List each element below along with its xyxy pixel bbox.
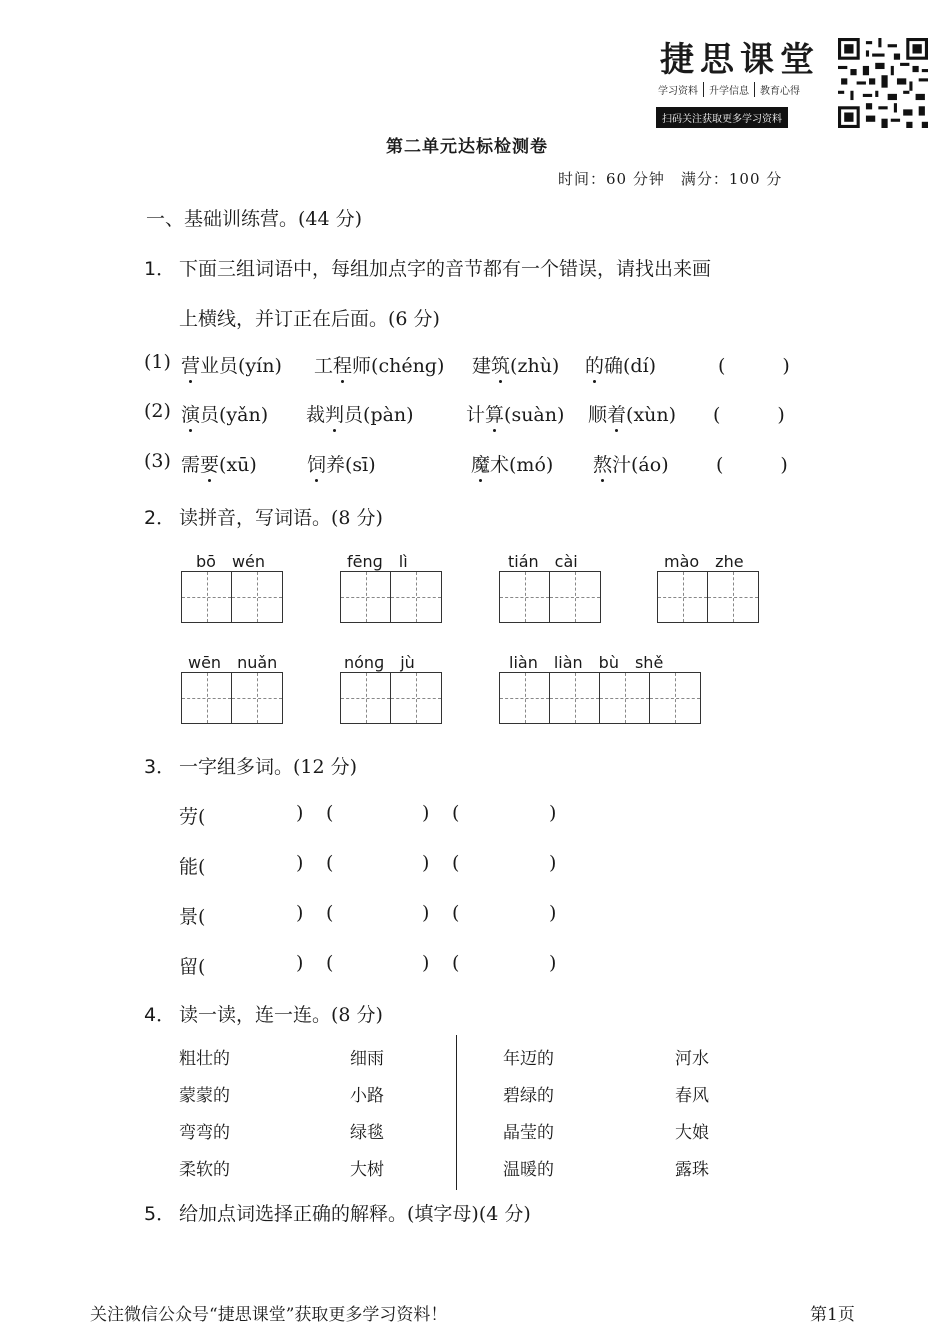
word-item: 的确(dí) — [585, 355, 657, 377]
logo-tag: 教育心得 — [754, 82, 805, 97]
question-text: 给加点词选择正确的解释。(填字母)(4 分) — [179, 1203, 531, 1225]
match-item[interactable]: 柔软的 — [179, 1160, 230, 1180]
char-row: 能( — [179, 856, 206, 878]
answer-blank[interactable]: ( — [452, 952, 460, 974]
pinyin-label: tián cài — [508, 552, 578, 571]
question-text: 一字组多词。(12 分) — [179, 756, 358, 778]
word-item: 魔术(mó) — [471, 454, 554, 476]
pinyin-label: nónɡ jù — [344, 653, 415, 672]
word-item: 顺着(xùn) — [588, 404, 677, 426]
pinyin-label: mào zhe — [664, 552, 744, 571]
word-item: 工程师(chénɡ) — [314, 355, 445, 377]
answer-blank[interactable]: ( — [452, 852, 460, 874]
question-number: 2． — [144, 507, 176, 529]
question-text: 下面三组词语中，每组加点字的音节都有一个错误，请找出来画 — [179, 258, 712, 280]
dotted-char: 的 — [585, 355, 605, 377]
section-heading: 一、基础训练营。(44 分) — [146, 208, 363, 230]
target-char: 景 — [179, 906, 199, 928]
row-number: (3) — [144, 450, 171, 472]
exam-meta: 时间：60 分钟 满分：100 分 — [558, 170, 783, 188]
answer-blank[interactable]: ( — [452, 802, 460, 824]
word-item: 演员(yǎn) — [181, 404, 269, 426]
writing-grid[interactable] — [499, 571, 601, 623]
match-item[interactable]: 大树 — [350, 1160, 384, 1180]
match-item[interactable]: 晶莹的 — [503, 1123, 554, 1143]
pinyin-label: wēn nuǎn — [188, 653, 278, 672]
page-title: 第二单元达标检测卷 — [386, 137, 548, 157]
page-number: 第1页 — [810, 1305, 855, 1325]
logo-tag: 升学信息 — [703, 82, 754, 97]
dotted-char: 判 — [325, 404, 345, 426]
answer-blank[interactable]: ) — [422, 802, 430, 824]
answer-blank[interactable]: ( ) — [716, 454, 788, 476]
dotted-char: 营 — [181, 355, 201, 377]
answer-blank[interactable]: ) — [296, 902, 304, 924]
pinyin-label: liàn liàn bù shě — [509, 653, 664, 672]
answer-blank[interactable]: ) — [422, 852, 430, 874]
match-item[interactable]: 年迈的 — [503, 1049, 554, 1069]
match-item[interactable]: 碧绿的 — [503, 1086, 554, 1106]
answer-blank[interactable]: ) — [549, 952, 557, 974]
answer-blank[interactable]: ) — [549, 852, 557, 874]
match-item[interactable]: 细雨 — [350, 1049, 384, 1069]
answer-blank[interactable]: ( ) — [713, 404, 785, 426]
pinyin-label: bō wén — [196, 552, 266, 571]
target-char: 劳 — [179, 806, 199, 828]
match-item[interactable]: 河水 — [675, 1049, 709, 1069]
writing-grid[interactable] — [499, 672, 701, 724]
logo-tags — [658, 82, 805, 97]
match-item[interactable]: 小路 — [350, 1086, 384, 1106]
target-char: 能 — [179, 856, 199, 878]
word-item: 建筑(zhù) — [472, 355, 560, 377]
word-item: 营业员(yín) — [181, 355, 282, 377]
dotted-char: 饲 — [307, 454, 327, 476]
match-item[interactable]: 春风 — [675, 1086, 709, 1106]
writing-grid[interactable] — [181, 672, 283, 724]
answer-blank[interactable]: ) — [422, 952, 430, 974]
match-item[interactable]: 大娘 — [675, 1123, 709, 1143]
qr-code-icon[interactable] — [838, 38, 928, 128]
question-text: 读一读，连一连。(8 分) — [179, 1004, 383, 1026]
dotted-char: 魔 — [471, 454, 491, 476]
dotted-char: 算 — [485, 404, 505, 426]
writing-grid[interactable] — [657, 571, 759, 623]
writing-grid[interactable] — [340, 672, 442, 724]
logo-tag: 学习资料 — [658, 86, 698, 97]
match-item[interactable]: 露珠 — [675, 1160, 709, 1180]
char-row: 劳( — [179, 806, 206, 828]
dotted-char: 着 — [607, 404, 627, 426]
question-number: 4． — [144, 1004, 176, 1026]
answer-blank[interactable]: ) — [422, 902, 430, 924]
answer-blank[interactable]: ( — [326, 952, 334, 974]
logo-banner: 扫码关注获取更多学习资料 — [656, 107, 788, 128]
char-row: 景( — [179, 906, 206, 928]
answer-blank[interactable]: ( — [326, 852, 334, 874]
answer-blank[interactable]: ) — [296, 802, 304, 824]
answer-blank[interactable]: ( — [452, 902, 460, 924]
match-item[interactable]: 蒙蒙的 — [179, 1086, 230, 1106]
answer-blank[interactable]: ) — [549, 902, 557, 924]
question-number: 5． — [144, 1203, 176, 1225]
match-item[interactable]: 绿毯 — [350, 1123, 384, 1143]
match-item[interactable]: 温暖的 — [503, 1160, 554, 1180]
word-item: 饲养(sī) — [307, 454, 376, 476]
question-number: 1． — [144, 258, 176, 280]
word-item: 需要(xū) — [181, 454, 257, 476]
word-item: 计算(suàn) — [466, 404, 565, 426]
dotted-char: 程 — [333, 355, 353, 377]
char-row: 留( — [179, 956, 206, 978]
match-item[interactable]: 弯弯的 — [179, 1123, 230, 1143]
answer-blank[interactable]: ( — [326, 802, 334, 824]
answer-blank[interactable]: ( — [326, 902, 334, 924]
question-number: 3． — [144, 756, 176, 778]
word-item: 裁判员(pàn) — [306, 404, 414, 426]
dotted-char: 筑 — [491, 355, 511, 377]
footer-note: 关注微信公众号“捷思课堂”获取更多学习资料！ — [90, 1305, 448, 1325]
question-text: 读拼音，写词语。(8 分) — [179, 507, 383, 529]
writing-grid[interactable] — [340, 571, 442, 623]
pinyin-label: fēnɡ lì — [347, 552, 408, 571]
match-item[interactable]: 粗壮的 — [179, 1049, 230, 1069]
answer-blank[interactable]: ) — [296, 952, 304, 974]
question-text: 上横线，并订正在后面。(6 分) — [179, 308, 440, 330]
dotted-char: 熬 — [593, 454, 613, 476]
answer-blank[interactable]: ) — [296, 852, 304, 874]
row-number: (2) — [144, 400, 171, 422]
word-item: 熬汁(áo) — [593, 454, 669, 476]
dotted-char: 要 — [200, 454, 220, 476]
column-divider — [456, 1035, 457, 1190]
target-char: 留 — [179, 956, 199, 978]
q1-row — [144, 351, 171, 373]
answer-blank[interactable]: ) — [549, 802, 557, 824]
row-number: (1) — [144, 351, 171, 373]
dotted-char: 演 — [181, 404, 201, 426]
logo-name: 捷思课堂 — [660, 40, 820, 80]
answer-blank[interactable]: ( ) — [718, 355, 790, 377]
writing-grid[interactable] — [181, 571, 283, 623]
